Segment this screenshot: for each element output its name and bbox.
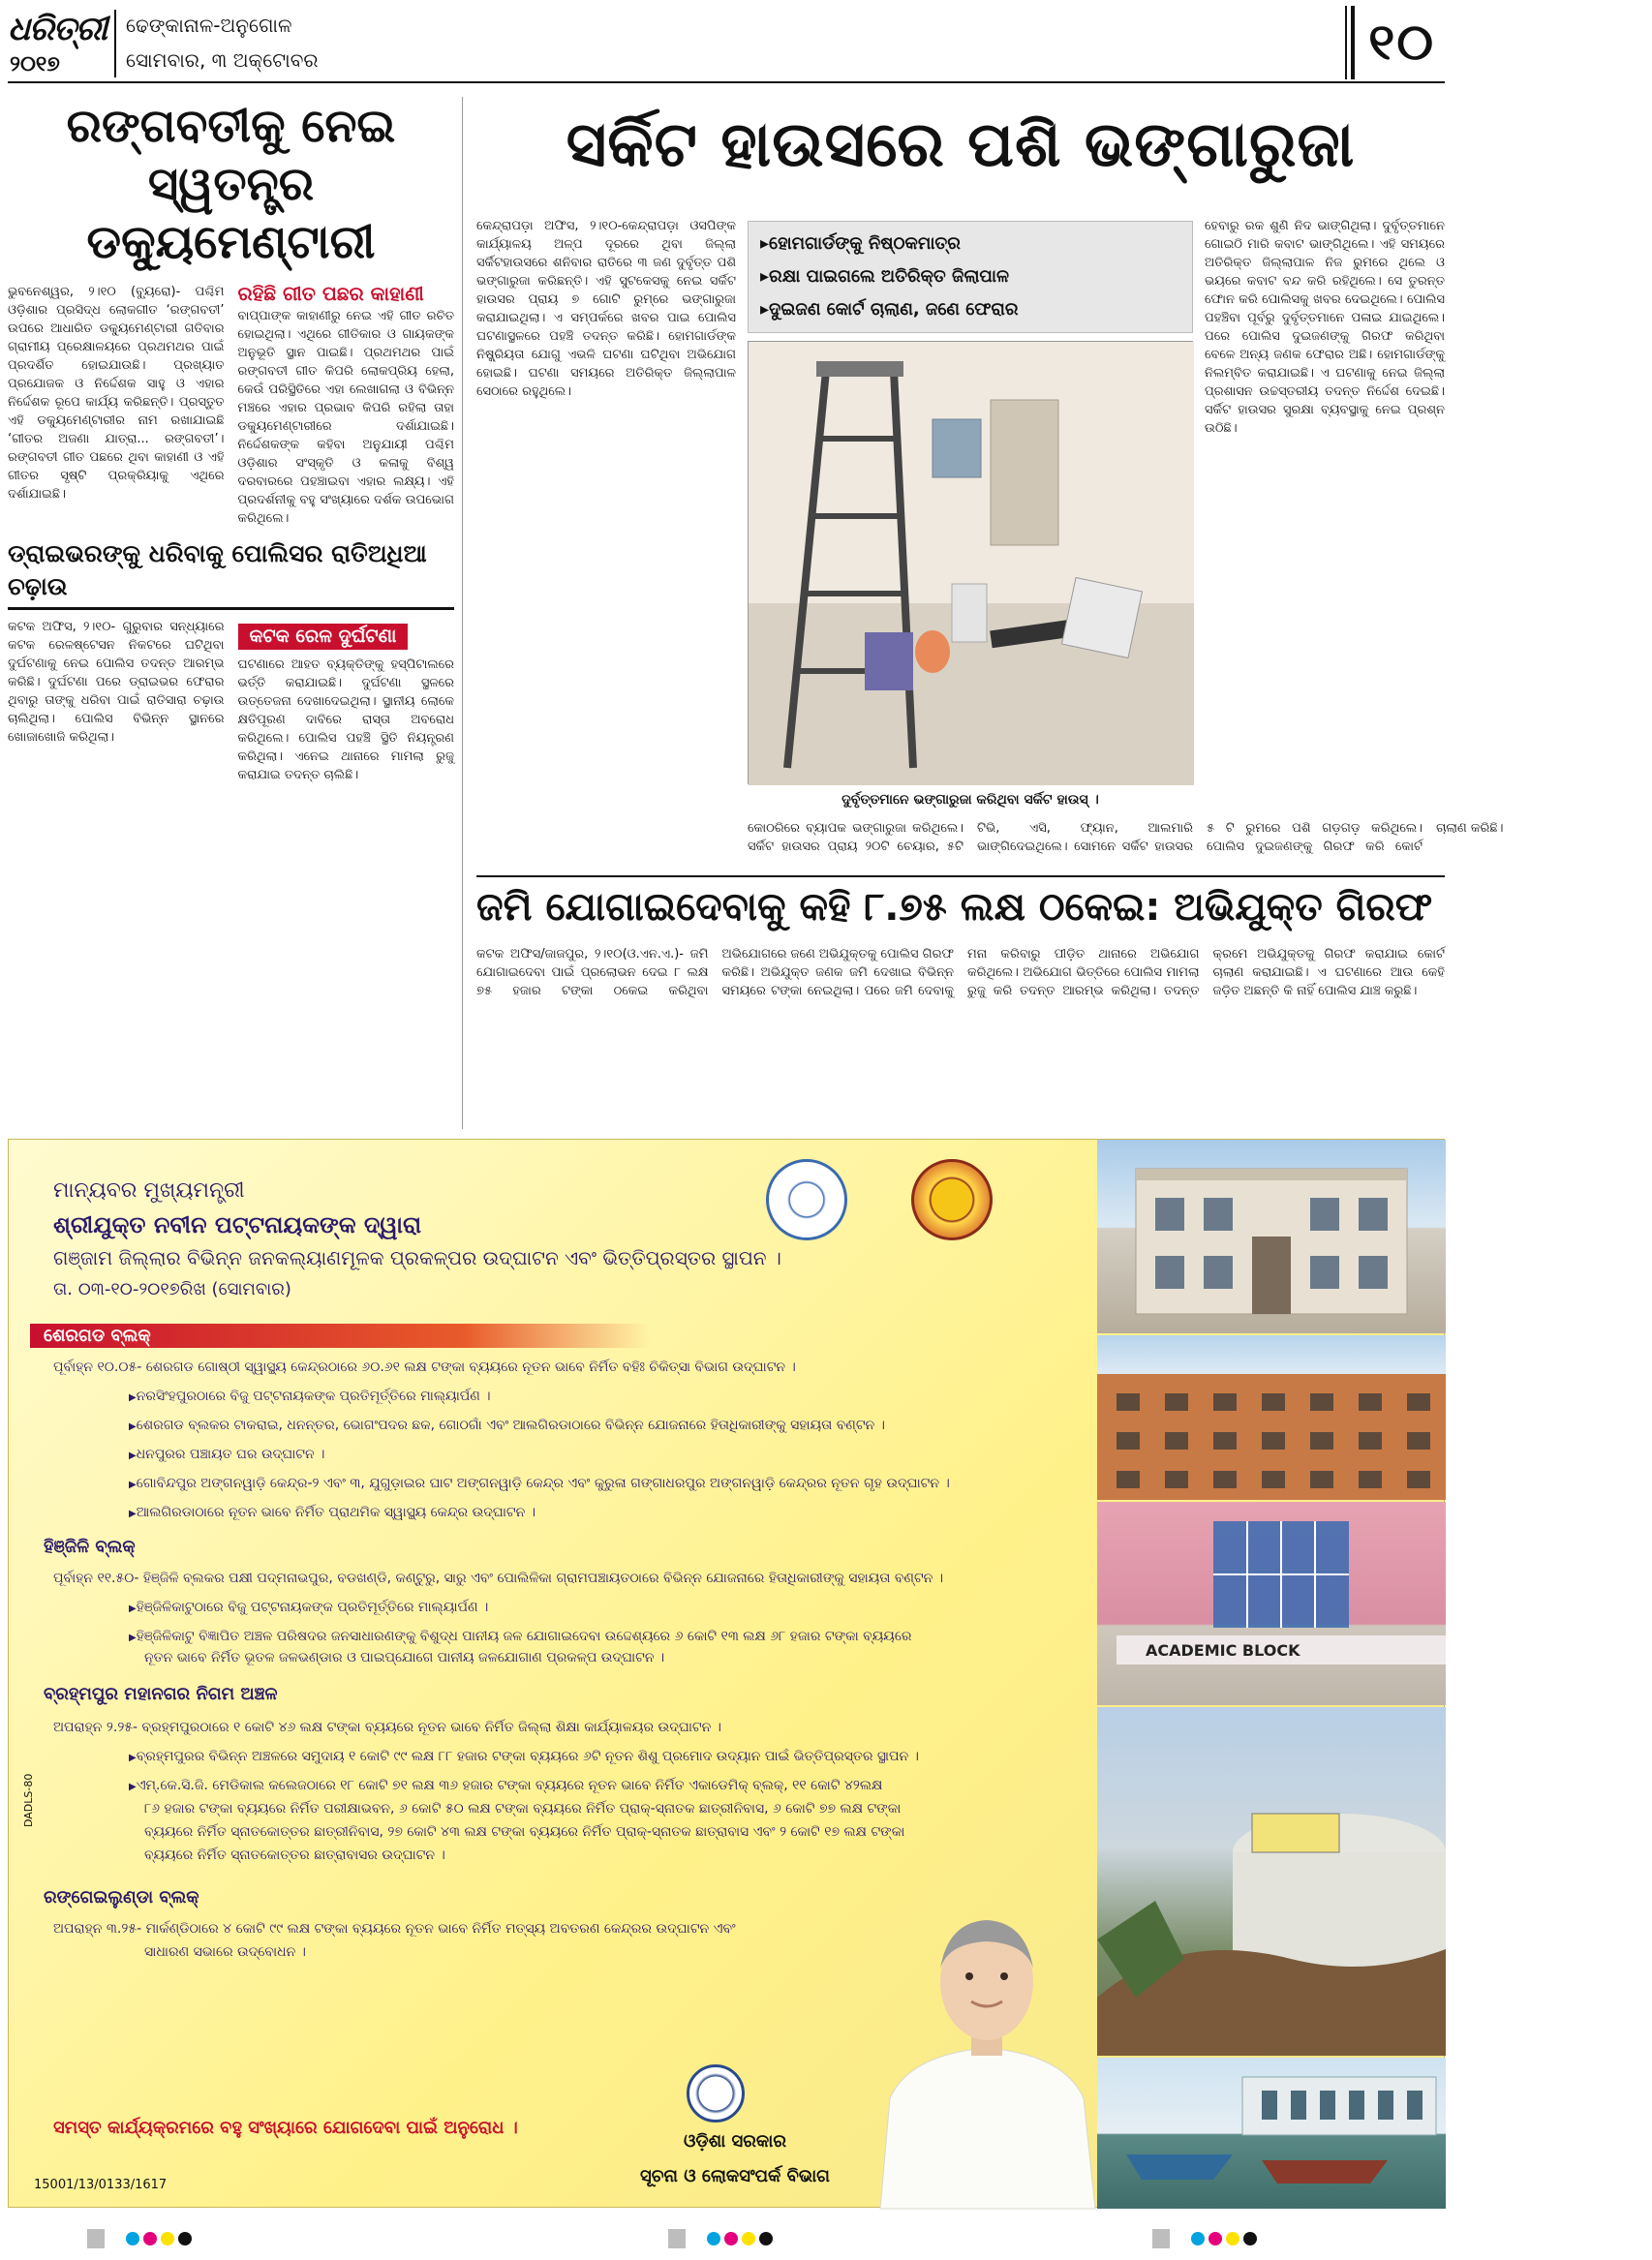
ad-section-rangeilunda: ରଙ୍ଗେଇଲୁଣ୍ଡା ବ୍ଲକ୍ [44, 1887, 199, 1908]
highlight-item: ▸ ହୋମଗାର୍ଡଙ୍କୁ ନିଷ୍ଠକମାତ୍ର [760, 228, 1180, 260]
circuit-house-article-col1: କେନ୍ଦ୍ରାପଡ଼ା ଅଫିସ, ୨।୧୦-କେନ୍ଦ୍ରାପଡ଼ା ଓସପିଙ୍କ କାର୍ଯ୍ୟାଳୟ ଅଳ୍ପ ଦୂରରେ ଥିବା ଜିଲ୍ଲା ସର୍କିଟହାଉସରେ ଶନିବାର ରାତିରେ ୩ ଜଣ ଦୁର୍ବୃତ୍ତ ପଶି ଭଙ୍ଗାରୁଜା କରିଛନ୍ତି। ଏହି ସୁଟକେସକୁ ନେଇ ସର୍କିଟ ହାଉସର ପ୍ରାୟ ୭ ଗୋଟି ରୁମ୍‌ରେ ଭଙ୍ଗାରୁଜା କରାଯାଇଥିଲା। ଏ ସମ୍ପର୍କରେ ଖବର ପାଇ ପୋଲିସ ଘଟଣାସ୍ଥଳରେ ପହଞ୍ଚି ତଦନ୍ତ କରିଛି। ହୋମଗାର୍ଡଙ୍କ ନିଷ୍କ୍ରିୟତା ଯୋଗୁ ଏଭଳି ଘଟଣା ଘଟିଥିବା ଅଭିଯୋଗ ହୋଇଛି। ଘଟଣା ସମୟରେ ଅତିରିକ୍ତ ଜିଲ୍ଲାପାଳ ସେଠାରେ ରହୁଥିଲେ। [476, 219, 736, 399]
ad-photo-strip [1097, 1140, 1446, 2209]
page-number-box [1351, 6, 1445, 79]
academic-block-sign: ACADEMIC BLOCK [1146, 1641, 1300, 1660]
vandalized-room-illustration [749, 342, 1194, 785]
ad-release-code: 15001/13/0133/1617 [34, 2178, 168, 2192]
photo-caption: ଦୁର୍ବୃତ୍ତମାନେ ଭଙ୍ଗାରୁଜା କରିଥିବା ସର୍କିଟ ହାଉସ୍‌ । [841, 792, 1099, 808]
cyan-dot [1191, 2232, 1205, 2245]
documentary-article [8, 283, 454, 528]
water-tank-photo [1097, 1707, 1446, 2056]
article-paragraph: କଟକ ଅଫିସ, ୨।୧୦- ଗୁରୁବାର ସନ୍ଧ୍ୟାରେ କଟକ ରେଳଷ୍ଟେସନ ନିକଟରେ ଘଟିଥିବା ଦୁର୍ଘଟଣାକୁ ନେଇ ପୋଲିସ ତଦନ୍ତ ଆରମ୍ଭ କରିଛି। ଦୁର୍ଘଟଣା ପରେ ଡ୍ରାଇଭର ଫେରାର ଥିବାରୁ ତାଙ୍କୁ ଧରିବା ପାଇଁ ରାତିସାରା ଚଢ଼ାଉ ଚାଲିଥିଲା। ପୋଲିସ ବିଭିନ୍ନ ସ୍ଥାନରେ ଖୋଜାଖୋଜି କରିଥିଲା। [8, 620, 225, 745]
brand-year: ୨୦୧୭ [10, 52, 60, 76]
magenta-dot [724, 2232, 738, 2245]
ganjam-logo-icon [911, 1159, 993, 1240]
article-paragraph: ଭୁବନେଶ୍ୱର, ୨।୧୦ (ବ୍ୟୁରୋ)- ପଶ୍ଚିମ ଓଡ଼ିଶାର ପ୍ରସିଦ୍ଧ ଲୋକଗୀତ ‘ରଙ୍ଗବତୀ’ ଉପରେ ଆଧାରିତ ଡକ୍ୟୁମେଣ୍ଟାରୀ ଗତିବାର ଗ୍ରାମୀୟ ପ୍ରେକ୍ଷାଳୟରେ ପ୍ରଥମଥର ପାଇଁ ପ୍ରଦର୍ଶିତ ହୋଇଯାଉଛି। ପ୍ରଖ୍ୟାତ ପ୍ରଯୋଜକ ଓ ନିର୍ଦ୍ଦେଶକ ସାହୁ ଓ ଏହାର ନିର୍ଦ୍ଦେଶକ ରୂପେ କାର୍ଯ୍ୟ କରିଛନ୍ତି। ପ୍ରସ୍ତୁତ ଏହି ଡକ୍ୟୁମେଣ୍ଟାରୀର ନାମ ରଖାଯାଇଛି ‘ଗୀତର ଅଜଣା ଯାତ୍ରା... ରଙ୍ଗବତୀ’। ରଙ୍ଗବତୀ ଗୀତ ପଛରେ ଥିବା କାହାଣୀ ଓ ଏହି ଗୀତର ସୃଷ୍ଟି ପ୍ରକ୍ରିୟାକୁ ଏଥିରେ ଦର୍ଶାଯାଇଛି। [8, 285, 225, 502]
ad-item-continuation: ବ୍ୟୟରେ ନିର୍ମିତ ସ୍ନାତକୋତ୍ତର ଛାତ୍ରୀନିବାସ, ୨୭ କୋଟି ୪୩ ଲକ୍ଷ ଟଙ୍କା ବ୍ୟୟରେ ନିର୍ମିତ ପ୍ରାକ୍-ସ୍ନାତକ ଛାତ୍ରାବାସ ଏବଂ ୨ କୋଟି ୧୭ ଲକ୍ଷ ଟଙ୍କା [144, 1824, 905, 1840]
grey-swatch [668, 2229, 686, 2248]
police-raid-headline: ଡ୍ରାଇଭରଙ୍କୁ ଧରିବାକୁ ପୋଲିସର ରାତିଅଧିଆ ଚଢ଼ାଉ [8, 537, 454, 610]
grey-swatch [1152, 2229, 1170, 2248]
ad-item-continuation: ନୂତନ ଭାବେ ନିର୍ମିତ ଭୂତଳ ଜଳଭଣ୍ଡାର ଓ ପାଇପ୍‌ଯୋଗେ ପାନୀୟ ଜଳଯୋଗାଣ ପ୍ରକଳ୍ପ ଉଦ୍‌ଘାଟନ । [144, 1650, 665, 1665]
documentary-headline-line2: ସ୍ୱତନ୍ତ୍ର ଡକ୍ୟୁମେଣ୍ଟାରୀ [86, 157, 376, 269]
vandalized-room-photo [748, 341, 1193, 784]
black-dot [178, 2232, 192, 2245]
highlight-item: ▸ ଦୁଇଜଣ କୋର୍ଟ ଚାଲାଣ, ଜଣେ ଫେରାର [760, 293, 1180, 326]
newspaper-brand: ଧରିତ୍ରୀ [8, 10, 107, 48]
land-fraud-article: କଟକ ଅଫିସ/ଜାଜପୁର, ୨।୧୦(ଓ.ଏନ.ଏ.)- ଜମି ଯୋଗାଇଦେବା ପାଇଁ ପ୍ରଲୋଭନ ଦେଇ ୮ ଲକ୍ଷ ୭୫ ହଜାର ଟଙ୍କା ଠକେଇ କରିଥିବା ଅଭିଯୋଗରେ ଜଣେ ଅଭିଯୁକ୍ତକୁ ପୋଲିସ ଗିରଫ କରିଛି। ଅଭିଯୁକ୍ତ ଜଣକ ଜମି ଦେଖାଇ ବିଭିନ୍ନ ସମୟରେ ଟଙ୍କା ନେଇଥିଲା। ପରେ ଜମି ଦେବାକୁ ମନା କରିବାରୁ ପୀଡ଼ିତ ଥାନାରେ ଅଭିଯୋଗ କରିଥିଲେ। ଅଭିଯୋଗ ଭିତ୍ତିରେ ପୋଲିସ ମାମଲା ରୁଜୁ କରି ତଦନ୍ତ ଆରମ୍ଭ କରିଥିଲା। ତଦନ୍ତ କ୍ରମେ ଅଭିଯୁକ୍ତକୁ ଗିରଫ କରାଯାଇ କୋର୍ଟ ଚାଲାଣ କରାଯାଇଛି। ଏ ଘଟଣାରେ ଆଉ କେହି ଜଡ଼ିତ ଅଛନ୍ତି କି ନାହିଁ ପୋଲିସ ଯାଞ୍ଚ କରୁଛି। [476, 947, 1445, 998]
registration-mark [87, 2229, 192, 2248]
magenta-dot [143, 2232, 157, 2245]
ad-side-code: DADLS-80 [22, 1773, 35, 1827]
cyan-dot [126, 2232, 139, 2245]
cyan-dot [707, 2232, 720, 2245]
documentary-headline-line1: ରଙ୍ଗବତୀକୁ ନେଇ [66, 99, 396, 153]
ad-section-lead: ଅପରାହ୍ନ ୨.୨୫- ବ୍ରହ୍ମପୁରଠାରେ ୧ କୋଟି ୪୬ ଲକ୍ଷ ଟଙ୍କା ବ୍ୟୟରେ ନୂତନ ଭାବେ ନିର୍ମିତ ଜିଲ୍ଲା ଶିକ୍ଷା କାର୍ଯ୍ୟାଳୟର ଉଦ୍‌ଘାଟନ । [53, 1720, 721, 1735]
ad-item: ▶ ଧନପୁରର ପଞ୍ଚାୟତ ଘର ଉଦ୍‌ଘାଟନ । [129, 1446, 324, 1465]
article-paragraph: ଘଟଣାରେ ଆହତ ବ୍ୟକ୍ତିଙ୍କୁ ହସ୍ପିଟାଲରେ ଭର୍ତ୍ତି କରାଯାଇଛି। ଦୁର୍ଘଟଣା ସ୍ଥଳରେ ଉତ୍ତେଜନା ଦେଖାଦେଇଥିଲା। ସ୍ଥାନୀୟ ଲୋକେ କ୍ଷତିପୂରଣ ଦାବିରେ ରାସ୍ତା ଅବରୋଧ କରିଥିଲେ। ପୋଲିସ ପହଞ୍ଚି ସ୍ଥିତି ନିୟନ୍ତ୍ରଣ କରିଥିଲା। ଏନେଇ ଥାନାରେ ମାମଲା ରୁଜୁ କରାଯାଇ ତଦନ୍ତ ଚାଲିଛି। [237, 657, 454, 782]
yellow-dot [161, 2232, 174, 2245]
academic-block-photo [1097, 1502, 1446, 1705]
edition-name: ଢେଙ୍କାନାଳ-ଅନୁଗୋଳ [126, 14, 292, 37]
ad-title-name: ଶ୍ରୀଯୁକ୍ତ ନବୀନ ପଟ୍ଟନାୟକଙ୍କ ଦ୍ୱାରା [53, 1211, 422, 1238]
ad-item: ▶ ଶେରଗଡ ବ୍ଲକର ଟାକରାଇ, ଧନନ୍ତର, ଭୋଗଂପଦର ଛକ, ଗୋଠଗାଁ ଏବଂ ଆଲଗିରଡାଠାରେ ବିଭିନ୍ନ ଯୋଜନାରେ ହିତାଧିକାରୀଙ୍କୁ ସହାୟତା ବଣ୍ଟନ । [129, 1417, 885, 1436]
black-dot [1243, 2232, 1257, 2245]
chief-minister-portrait [871, 1876, 1103, 2209]
yellow-dot [1226, 2232, 1239, 2245]
story-highlights [748, 221, 1193, 333]
ad-item: ▶ ନରସିଂହପୁରଠାରେ ବିଜୁ ପଟ୍ଟନାୟକଙ୍କ ପ୍ରତିମୂର୍ତ୍ତିରେ ମାଲ୍ୟାର୍ପଣ । [129, 1388, 491, 1407]
ad-item: ▶ ହିଞ୍ଜିଳିକାଟୁ ବିଜ୍ଞାପିତ ଅଞ୍ଚଳ ପରିଷଦର ଜନସାଧାରଣଙ୍କୁ ବିଶୁଦ୍ଧ ପାନୀୟ ଜଳ ଯୋଗାଇଦେବା ଉଦ୍ଦେଶ୍ୟରେ ୬ କୋଟି ୧୩ ଲକ୍ଷ ୬୮ ହଜାର ଟଙ୍କା ବ୍ୟୟରେ [129, 1628, 911, 1647]
page-number: ୧୦ [1368, 14, 1435, 72]
print-registration-marks [0, 2217, 1453, 2260]
ad-section-lead: ଅପରାହ୍ନ ୩.୨୫- ମାର୍କଣ୍ଡିଠାରେ ୪ କୋଟି ୯୯ ଲକ୍ଷ ଟଙ୍କା ବ୍ୟୟରେ ନୂତନ ଭାବେ ନିର୍ମିତ ମତ୍ସ୍ୟ ଅବତରଣ କେନ୍ଦ୍ରର ଉଦ୍‌ଘାଟନ ଏବଂ [53, 1921, 736, 1937]
masthead-divider [114, 10, 116, 77]
circuit-house-article-sub: କୋଠରିରେ ବ୍ୟାପକ ଭଙ୍ଗାରୁଜା କରିଥିଲେ। ସର୍କିଟ ହାଉସର ପ୍ରାୟ ୨୦ଟି ଚେୟାର, ୫ଟି ଟିଭି, ଏସି, ଫ୍ୟାନ, ଆଲମାରି ଭାଙ୍ଗିଦେଇଥିଲେ। ସୋମନେ ସର୍କିଟ ହାଉସର ୫ ଟି ରୁମରେ ପଶି ଗଡ଼ଗଡ଼ କରିଥିଲେ। ପୋଲିସ ଦୁଇଜଣଙ୍କୁ ଗିରଫ କରି କୋର୍ଟ ଚାଲାଣ କରିଛି। [748, 821, 1504, 854]
article-subhead: ରହିଛି ଗୀତ ପଛର କାହାଣୀ [237, 282, 424, 305]
ad-item: ▶ ବ୍ରହ୍ମପୁରର ବିଭିନ୍ନ ଅଞ୍ଚଳରେ ସମୁଦାୟ ୧ କୋଟି ୯୯ ଲକ୍ଷ ୮୮ ହଜାର ଟଙ୍କା ବ୍ୟୟରେ ୬ଟି ନୂତନ ଶିଶୁ ପ୍ରମୋଦ ଉଦ୍ୟାନ ପାଇଁ ଭିତ୍ତିପ୍ରସ୍ତର ସ୍ଥାପନ । [129, 1748, 919, 1767]
rail-accident-tag: କଟକ ରେଳ ଦୁର୍ଘଟଣା [238, 624, 409, 650]
highlight-item: ▸ ରକ୍ଷା ପାଇଗଲେ ଅତିରିକ୍ତ ଜିଲାପାଳ [760, 260, 1180, 293]
building-photo-1 [1097, 1140, 1446, 1333]
ad-item: ▶ ଗୋବିନ୍ଦପୁର ଅଙ୍ଗନୱାଡ଼ି କେନ୍ଦ୍ର-୨ ଏବଂ ୩, ଯୁଗୁଡ଼ାଇର ଘାଟ ଅଙ୍ଗନୱାଡ଼ି କେନ୍ଦ୍ର ଏବଂ କୁରୁଳା ଗଙ୍ଗାଧରପୁର ଅଙ୍ଗନୱାଡ଼ି କେନ୍ଦ୍ରର ନୂତନ ଗୃହ ଉଦ୍‌ଘାଟନ । [129, 1475, 950, 1494]
odisha-govt-seal-icon [687, 2064, 745, 2123]
ad-section-lead: ପୂର୍ବାହ୍ନ ୧୦.୦୫- ଶେରଗଡ ଗୋଷ୍ଠୀ ସ୍ୱାସ୍ଥ୍ୟ କେନ୍ଦ୍ରଠାରେ ୬୦.୬୧ ଲକ୍ଷ ଟଙ୍କା ବ୍ୟୟରେ ନୂତନ ଭାବେ ନିର୍ମିତ ବହିଃ ଚିକିତ୍ସା ବିଭାଗ ଉଦ୍‌ଘାଟନ । [53, 1359, 796, 1375]
documentary-headline [8, 97, 454, 271]
ad-event-date: ତା. ୦୩-୧୦-୨୦୧୭ରିଖ (ସୋମବାର) [53, 1279, 291, 1299]
grey-swatch [87, 2229, 105, 2248]
circuit-house-headline: ସର୍କିଟ ହାଉସରେ ପଶି ଭଙ୍ଗାରୁଜା [566, 109, 1356, 181]
masthead [8, 6, 1445, 83]
ad-item-continuation: ସାଧାରଣ ସଭାରେ ଉଦ୍‌ବୋଧନ । [144, 1944, 306, 1960]
ad-section-sheragada: ଶେରଗଡ ବ୍ଲକ୍ [30, 1324, 650, 1348]
ad-department: ସୂଚନା ଓ ଲୋକସଂପର୍କ ବିଭାଗ [639, 2166, 830, 2186]
ad-section-berhampur: ବ୍ରହ୍ମପୁର ମହାନଗର ନିଗମ ଅଞ୍ଚଳ [44, 1684, 278, 1704]
circuit-house-article-col3: ହେବାରୁ ରକ ଶୁଣି ନିଦ ଭାଙ୍ଗିଥିଲା। ଦୁର୍ବୃତ୍ତମାନେ ଗୋଇଠି ମାରି କବାଟ ଭାଙ୍ଗିଥିଲେ। ଏହି ସମୟରେ ଅତିରିକ୍ତ ଜିଲ୍ଲାପାଳ ନିଜ ରୁମରେ ଥିଲେ ଓ ଭୟରେ କବାଟ ବନ୍ଦ କରି ରହିଥିଲେ। ସେ ତୁରନ୍ତ ଫୋନ କରି ପୋଲିସକୁ ଖବର ଦେଇଥିଲେ। ପୋଲିସ ପହଞ୍ଚିବା ପୂର୍ବରୁ ଦୁର୍ବୃତ୍ତମାନେ ପଳାଇ ଯାଇଥିଲେ। ପରେ ପୋଲିସ ଦୁଇଜଣଙ୍କୁ ଗିରଫ କରିଥିବା ବେଳେ ଅନ୍ୟ ଜଣକ ଫେରାର ଅଛି। ହୋମଗାର୍ଡଙ୍କୁ ନିଲମ୍ବିତ କରାଯାଇଛି। ଏ ଘଟଣାକୁ ନେଇ ଜିଲ୍ଲା ପ୍ରଶାସନ ଉଚ୍ଚସ୍ତରୀୟ ତଦନ୍ତ ନିର୍ଦ୍ଦେଶ ଦେଇଛି। ସର୍କିଟ ହାଉସର ସୁରକ୍ଷା ବ୍ୟବସ୍ଥାକୁ ନେଇ ପ୍ରଶ୍ନ ଉଠିଛି। [1205, 219, 1445, 436]
ad-item: ▶ ଏମ୍.କେ.ସି.ଜି. ମେଡିକାଲ କଲେଜଠାରେ ୧୮ କୋଟି ୭୧ ଲକ୍ଷ ୩୬ ହଜାର ଟଙ୍କା ବ୍ୟୟରେ ନୂତନ ଭାବେ ନିର୍ମିତ ଏକାଡେମିକ୍ ବ୍ଲକ୍, ୧୧ କୋଟି ୪୨ଲକ୍ଷ [129, 1777, 882, 1796]
magenta-dot [1208, 2232, 1222, 2245]
ad-section-lead: ପୂର୍ବାହ୍ନ ୧୧.୫୦- ହିଞ୍ଜିଳି ବ୍ଲକର ପକ୍ଷୀ ପଦ୍ମନାଭପୁର, ବଡଖଣ୍ଡି, କଣ୍ଟୁରୁ, ସାରୁ ଏବଂ ପୋଲିଳିକା ଗ୍ରାମପଞ୍ଚାୟତଠାରେ ବିଭିନ୍ନ ଯୋଜନାରେ ହିତାଧିକାରୀଙ୍କୁ ସହାୟତା ବଣ୍ଟନ । [53, 1571, 944, 1586]
ad-item-continuation: ୮୬ ହଜାର ଟଙ୍କା ବ୍ୟୟରେ ନିର୍ମିତ ପରୀକ୍ଷାଭବନ, ୬ କୋଟି ୫୦ ଲକ୍ଷ ଟଙ୍କା ବ୍ୟୟରେ ନିର୍ମିତ ପ୍ରାକ୍-ସ୍ନାତକ ଛାତ୍ରୀନିବାସ, ୬ କୋଟି ୭୭ ଲକ୍ଷ ଟଙ୍କା [144, 1801, 902, 1817]
yellow-dot [742, 2232, 755, 2245]
government-advertisement [8, 1139, 1445, 2208]
article-paragraph: ବାପ୍ପାଙ୍କ କାହାଣୀରୁ ନେଇ ଏହି ଗୀତ ରଚିତ ହୋଇଥିଲା। ଏଥିରେ ଗୀତିକାର ଓ ଗାୟକଙ୍କ ଅନୁଭୂତି ସ୍ଥାନ ପାଇଛି। ପ୍ରଥମଥର ପାଇଁ ରଙ୍ଗବତୀ ଗୀତ କିପରି ଲୋକପ୍ରିୟ ହେଲା, କେଉଁ ପରିସ୍ଥିତିରେ ଏହା ଲେଖାଗଲା ଓ ବିଭିନ୍ନ ମଞ୍ଚରେ ଏହାର ପ୍ରଭାବ କିପରି ରହିଲା ତାହା ଡକ୍ୟୁମେଣ୍ଟାରୀରେ ଦର୍ଶାଯାଇଛି। ନିର୍ଦ୍ଦେଶକଙ୍କ କହିବା ଅନୁଯାୟୀ ପଶ୍ଚିମ ଓଡ଼ିଶାର ସଂସ୍କୃତି ଓ କଳାକୁ ବିଶ୍ୱ ଦରବାରରେ ପହଞ୍ଚାଇବା ଏହାର ଲକ୍ଷ୍ୟ। ଏହି ପ୍ରଦର୍ଶନୀକୁ ବହୁ ସଂଖ୍ୟାରେ ଦର୍ଶକ ଉପଭୋଗ କରିଥିଲେ। [237, 309, 454, 526]
black-dot [759, 2232, 773, 2245]
anniversary-emblem-icon [766, 1159, 847, 1240]
left-column [8, 97, 463, 1129]
ad-title-cm: ମାନ୍ୟବର ମୁଖ୍ୟମନ୍ତ୍ରୀ [53, 1178, 245, 1203]
ad-appeal: ସମସ୍ତ କାର୍ଯ୍ୟକ୍ରମରେ ବହୁ ସଂଖ୍ୟାରେ ଯୋଗଦେବା ପାଇଁ ଅନୁରୋଧ । [53, 2118, 518, 2138]
building-photo-2 [1097, 1335, 1446, 1500]
ad-section-hinjili: ହିଞ୍ଜିଳି ବ୍ଲକ୍ [44, 1537, 136, 1557]
ad-title-purpose: ଗଞ୍ଜାମ ଜିଲ୍ଲାର ବିଭିନ୍ନ ଜନକଲ୍ୟାଣମୂଳକ ପ୍ରକଳ୍ପର ଉଦ୍‌ଘାଟନ ଏବଂ ଭିତ୍ତିପ୍ରସ୍ତର ସ୍ଥାପନ । [53, 1246, 781, 1269]
ad-item: ▶ ଆଲଗିରଡାଠାରେ ନୂତନ ଭାବେ ନିର୍ମିତ ପ୍ରାଥମିକ ସ୍ୱାସ୍ଥ୍ୟ କେନ୍ଦ୍ର ଉଦ୍‌ଘାଟନ । [129, 1504, 535, 1523]
fish-landing-centre-photo [1097, 2058, 1446, 2209]
land-fraud-headline: ଜମି ଯୋଗାଇଦେବାକୁ କହି ୮.୭୫ ଲକ୍ଷ ଠକେଇ: ଅଭିଯୁକ୍ତ ଗିରଫ [476, 875, 1445, 937]
issue-date: ସୋମବାର, ୩ ଅକ୍ଟୋବର [126, 48, 319, 72]
registration-mark [668, 2229, 773, 2248]
ad-government: ଓଡ଼ିଶା ସରକାର [684, 2131, 786, 2152]
registration-mark [1152, 2229, 1257, 2248]
ad-item: ▶ ହିଞ୍ଜିଳିକାଟୁଠାରେ ବିଜୁ ପଟ୍ଟନାୟକଙ୍କ ପ୍ରତିମୂର୍ତ୍ତିରେ ମାଲ୍ୟାର୍ପଣ । [129, 1599, 488, 1618]
ad-item-continuation: ବ୍ୟୟରେ ନିର୍ମିତ ସ୍ନାତକୋତ୍ତର ଛାତ୍ରାବାସର ଉଦ୍‌ଘାଟନ । [144, 1848, 445, 1863]
police-raid-article [8, 618, 454, 784]
